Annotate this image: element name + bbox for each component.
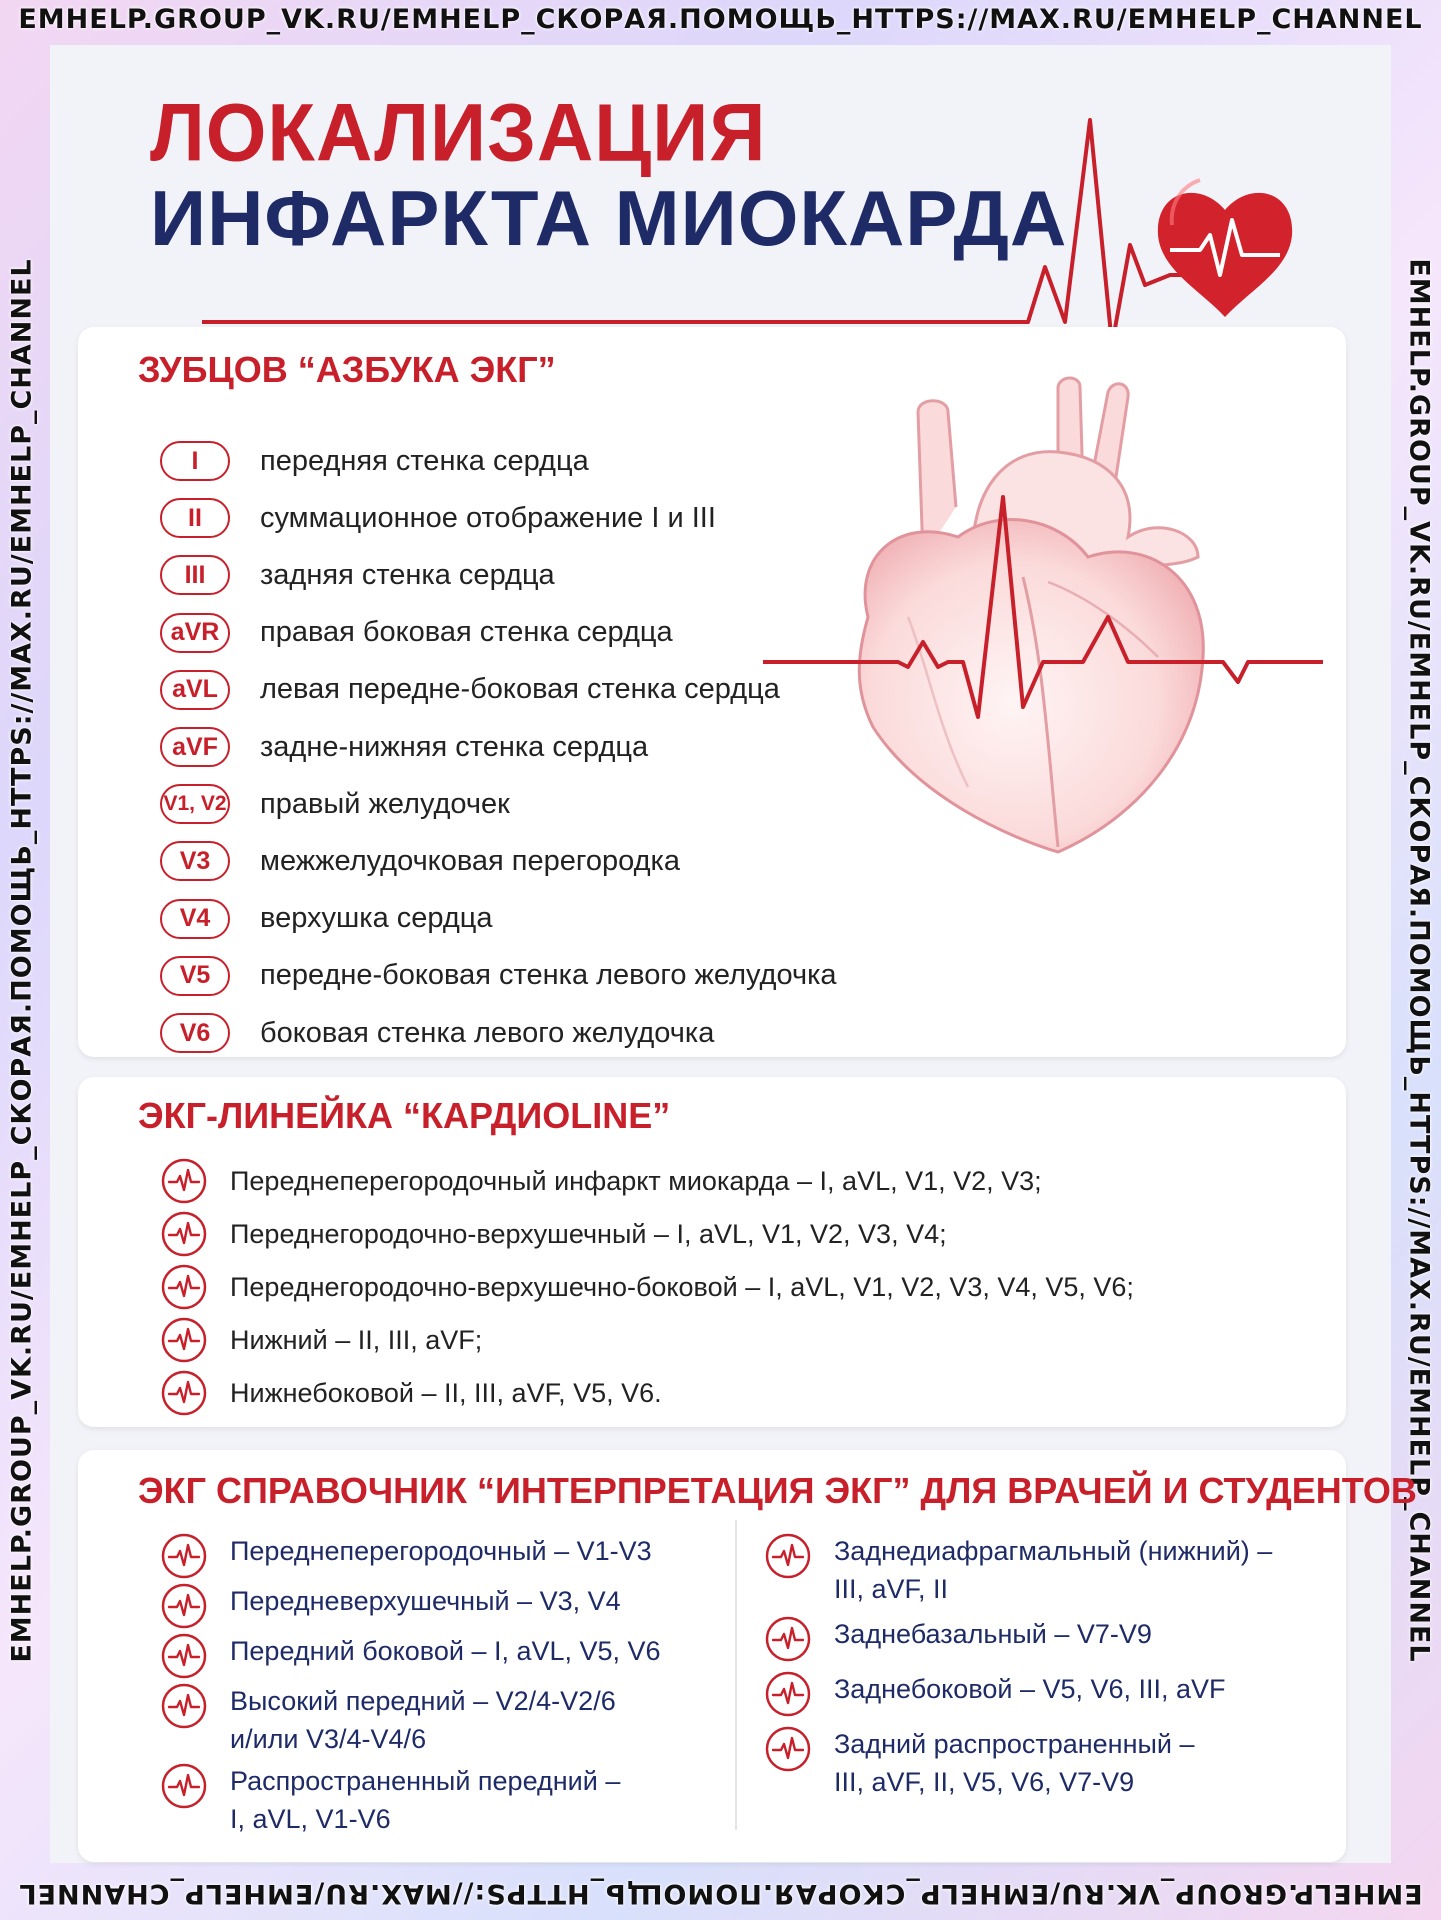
lead-row (160, 551, 555, 599)
ecg-circle-icon (160, 1157, 208, 1205)
lead-badge: V3 (160, 841, 230, 881)
reference-line: III, aVF, II (834, 1574, 949, 1604)
lead-description: межжелудочковая перегородка (260, 844, 680, 877)
reference-line: I, aVL, V1-V6 (230, 1804, 391, 1834)
lead-description: верхушка сердца (260, 902, 493, 935)
kardioline-text: Переднегородочно-верхушечный – I, aVL, V1, V2, V3, V4; (230, 1219, 947, 1249)
lead-description: суммационное отображение I и III (260, 501, 716, 534)
reference-text (834, 1670, 1226, 1708)
reference-text (230, 1682, 616, 1758)
ecg-circle-icon (160, 1263, 208, 1311)
reference-text (834, 1725, 1195, 1801)
section2-title: ЭКГ-ЛИНЕЙКА “КАРДИОLINE” (138, 1095, 671, 1136)
reference-text (230, 1762, 620, 1838)
reference-text (230, 1582, 621, 1620)
kardioline-text: Нижний – II, III, aVF; (230, 1325, 483, 1355)
lead-row (160, 837, 680, 885)
lead-row (160, 666, 780, 714)
reference-text (834, 1532, 1272, 1608)
reference-item (764, 1532, 1272, 1608)
reference-line: Высокий передний – V2/4-V2/6 (230, 1686, 616, 1716)
watermark-top: EMHELP.GROUP_VK.RU/EMHELP_СКОРАЯ.ПОМОЩЬ_HTTPS://MAX.RU/EMHELP_CHANNEL (18, 4, 1423, 35)
section1-title: ЗУБЦОВ “АЗБУКА ЭКГ” (138, 349, 556, 390)
lead-badge: III (160, 555, 230, 595)
kardioline-item (160, 1157, 1042, 1205)
lead-description: передняя стенка сердца (260, 444, 589, 477)
lead-row (160, 895, 493, 943)
lead-badge: aVF (160, 727, 230, 767)
kardioline-item (160, 1369, 662, 1417)
lead-description: левая передне-боковая стенка сердца (260, 673, 780, 706)
reference-item (160, 1762, 620, 1838)
reference-line: и/или V3/4-V4/6 (230, 1724, 427, 1754)
reference-item (160, 1682, 616, 1758)
lead-row (160, 780, 510, 828)
lead-description: правый желудочек (260, 787, 510, 820)
kardioline-text: Переднеперегородочный инфаркт миокарда – I, aVL, V1, V2, V3; (230, 1166, 1042, 1196)
ecg-circle-icon (160, 1762, 208, 1810)
lead-badge: II (160, 498, 230, 538)
ecg-circle-icon (160, 1210, 208, 1258)
ecg-circle-icon (160, 1582, 208, 1630)
reference-item (160, 1582, 621, 1630)
lead-badge: aVL (160, 670, 230, 710)
reference-item (764, 1615, 1152, 1663)
lead-description: передне-боковая стенка левого желудочка (260, 959, 837, 992)
card-kardioline (78, 1077, 1346, 1427)
lead-description: боковая стенка левого желудочка (260, 1016, 715, 1049)
reference-line: Заднебазальный – V7-V9 (834, 1619, 1152, 1649)
kardioline-text: Нижнебоковой – II, III, aVF, V5, V6. (230, 1378, 662, 1408)
card-reference (78, 1450, 1417, 1862)
lead-badge: V1, V2 (160, 784, 230, 824)
section3-title: ЭКГ СПРАВОЧНИК “ИНТЕРПРЕТАЦИЯ ЭКГ” ДЛЯ ВРАЧЕЙ И СТУДЕНТОВ (138, 1470, 1417, 1511)
ecg-circle-icon (160, 1369, 208, 1417)
reference-item (160, 1632, 661, 1680)
ecg-circle-icon (764, 1615, 812, 1663)
reference-line: Передний боковой – I, aVL, V5, V6 (230, 1636, 661, 1666)
poster (50, 45, 1417, 1863)
lead-description: задняя стенка сердца (260, 558, 555, 591)
lead-badge: V4 (160, 899, 230, 939)
reference-line: Заднебоковой – V5, V6, III, aVF (834, 1674, 1226, 1704)
lead-row (160, 437, 589, 485)
reference-text (230, 1532, 652, 1570)
ecg-circle-icon (764, 1532, 812, 1580)
ecg-circle-icon (764, 1725, 812, 1773)
reference-line: Передневерхушечный – V3, V4 (230, 1586, 621, 1616)
lead-row (160, 952, 837, 1000)
reference-text (230, 1632, 661, 1670)
title-line2: ИНФАРКТА МИОКАРДА (150, 174, 1068, 262)
title-ecg-heart-icon (140, 85, 1390, 345)
ecg-circle-icon (160, 1532, 208, 1580)
watermark-right: EMHELP.GROUP_VK.RU/EMHELP_СКОРАЯ.ПОМОЩЬ_HTTPS://MAX.RU/EMHELP_CHANNEL (1403, 258, 1435, 1663)
kardioline-item (160, 1316, 482, 1364)
reference-line: III, aVF, II, V5, V6, V7-V9 (834, 1767, 1135, 1797)
lead-row (160, 1009, 714, 1057)
reference-line: Распространенный передний – (230, 1766, 621, 1796)
lead-row (160, 609, 673, 657)
lead-badge: I (160, 441, 230, 481)
lead-row (160, 723, 648, 771)
lead-row (160, 494, 716, 542)
reference-line: Заднедиафрагмальный (нижний) – (834, 1536, 1273, 1566)
heart-illustration (758, 367, 1328, 867)
reference-item (160, 1532, 652, 1580)
ecg-circle-icon (160, 1632, 208, 1680)
title-line1: ЛОКАЛИЗАЦИЯ (150, 85, 767, 179)
lead-badge: V5 (160, 956, 230, 996)
lead-badge: aVR (160, 613, 230, 653)
reference-line: Переднеперегородочный – V1-V3 (230, 1536, 652, 1566)
card-leads (78, 327, 1346, 1057)
watermark-left: EMHELP.GROUP_VK.RU/EMHELP_СКОРАЯ.ПОМОЩЬ_HTTPS://MAX.RU/EMHELP_CHANNEL (6, 258, 38, 1663)
ecg-circle-icon (160, 1316, 208, 1364)
watermark-bottom: EMHELP.GROUP_VK.RU/EMHELP_СКОРАЯ.ПОМОЩЬ_HTTPS://MAX.RU/EMHELP_CHANNEL (18, 1878, 1423, 1909)
reference-line: Задний распространенный – (834, 1729, 1195, 1759)
reference-item (764, 1670, 1226, 1718)
ecg-circle-icon (160, 1682, 208, 1730)
lead-description: правая боковая стенка сердца (260, 616, 673, 649)
reference-text (834, 1615, 1152, 1653)
lead-description: задне-нижняя стенка сердца (260, 730, 649, 763)
column-divider (735, 1520, 737, 1830)
kardioline-text: Переднегородочно-верхушечно-боковой – I, aVL, V1, V2, V3, V4, V5, V6; (230, 1272, 1134, 1302)
lead-badge: V6 (160, 1013, 230, 1053)
kardioline-item (160, 1210, 947, 1258)
ecg-circle-icon (764, 1670, 812, 1718)
kardioline-item (160, 1263, 1134, 1311)
reference-item (764, 1725, 1195, 1801)
